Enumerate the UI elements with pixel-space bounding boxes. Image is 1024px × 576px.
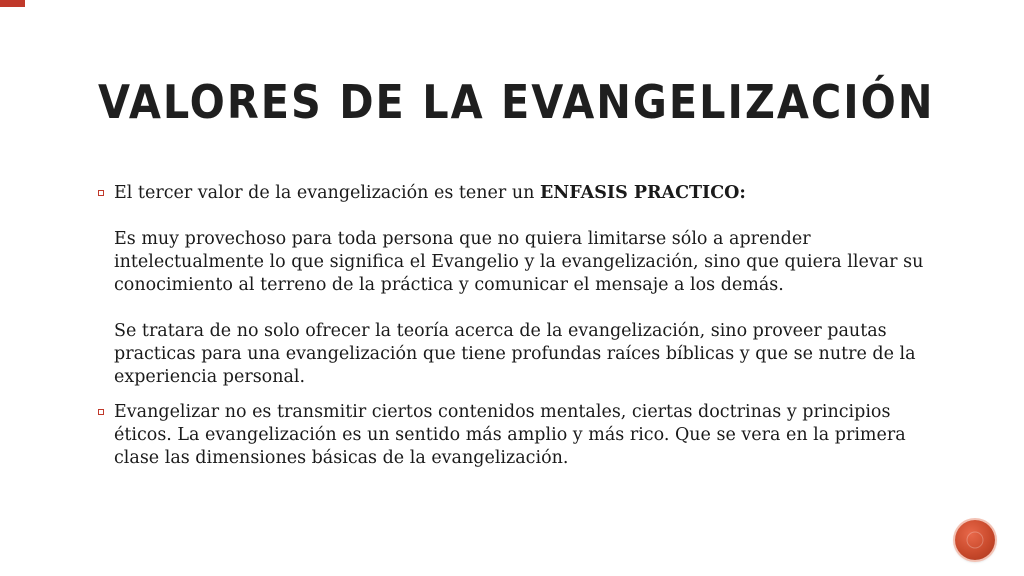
circle-button-icon[interactable]: [955, 520, 995, 560]
slide-content: [96, 182, 936, 482]
bullet-2-text: Evangelizar no es transmitir ciertos contenidos mentales, ciertas doctrinas y principios éticos. La evangelización es un sentido más amplio y más rico. Que se vera en la primera clase las dimensiones básicas de la evangelización.: [114, 402, 906, 468]
bullet-1-intro: [114, 182, 936, 205]
accent-bar: [0, 0, 25, 7]
bullet-1-paragraph-3: Se tratara de no solo ofrecer la teoría acerca de la evangelización, sino proveer pautas practicas para una evangelización que tiene profundas raíces bíblicas y que se nutre de la experiencia personal.: [114, 321, 916, 387]
bullet-item-1: [96, 182, 936, 389]
bullet-1-paragraph-2: Es muy provechoso para toda persona que no quiera limitarse sólo a aprender intelectualmente lo que significa el Evangelio y la evangelización, sino que quiera llevar su conocimiento al terreno de la práctica y comunicar el mensaje a los demás.: [114, 229, 924, 295]
bullet-item-2: [96, 401, 936, 470]
square-bullet-icon: [98, 409, 104, 415]
slide-title: VALORES DE LA EVANGELIZACIÓN: [98, 75, 935, 129]
bullet-1-emphasis: ENFASIS PRACTICO:: [539, 183, 746, 203]
circle-button-glyph: [965, 530, 985, 550]
square-bullet-icon: [98, 190, 104, 196]
bullet-1-intro-text: El tercer valor de la evangelización es tener un: [114, 183, 540, 203]
